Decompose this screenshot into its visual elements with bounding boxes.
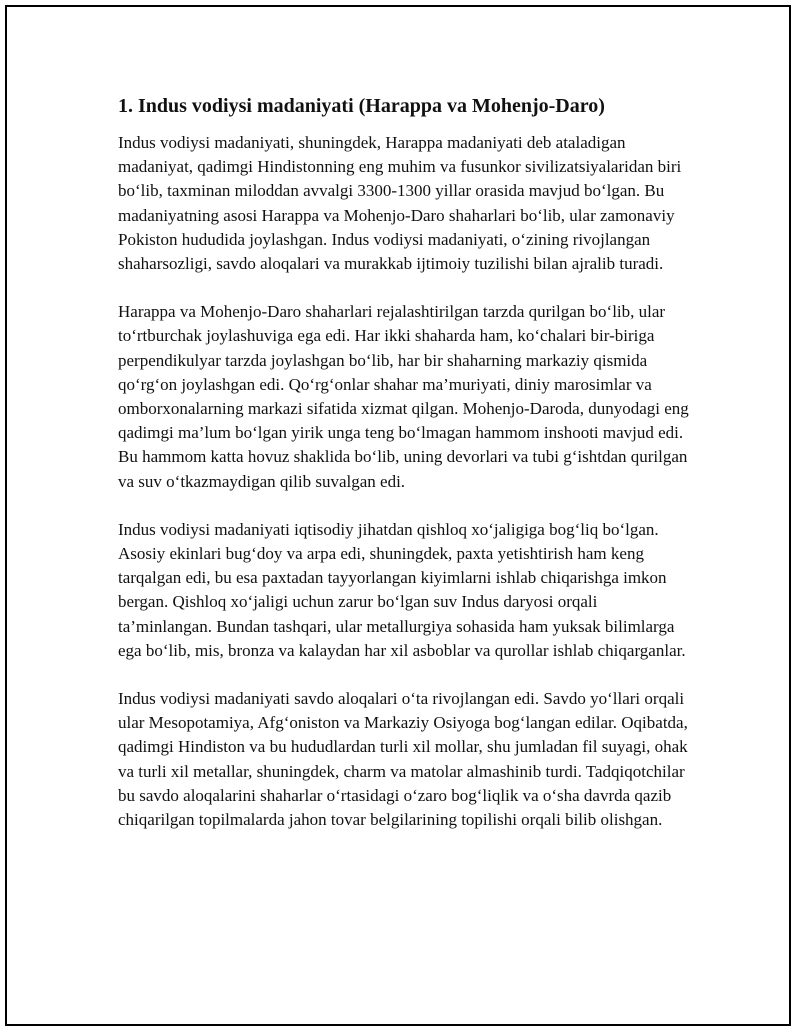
paragraph-intro: Indus vodiysi madaniyati, shuningdek, Harappa madaniyati deb ataladigan madaniyat, qadimgi Hindistonning eng muhim va fusunkor sivilizatsiyalaridan biri bo‘lib, taxminan miloddan avvalgi 3300-1300 yillar orasida mavjud bo‘lgan. Bu madaniyatning asosi Harappa va Mohenjo-Daro shaharlari bo‘lib, ular zamonaviy Pokiston hududida joylashgan. Indus vodiysi madaniyati, o‘zining rivojlangan shaharsozligi, savdo aloqalari va murakkab ijtimoiy tuzilishi bilan ajralib turadi.: [118, 133, 682, 274]
section-heading: 1. Indus vodiysi madaniyati (Harappa va Mohenjo-Daro): [118, 95, 605, 117]
paragraph-trade: Indus vodiysi madaniyati savdo aloqalari o‘ta rivojlangan edi. Savdo yo‘llari orqali ular Mesopotamiya, Afg‘oniston va Markaziy Osiyoga bog‘langan edilar. Oqibatda, qadimgi Hindiston va bu hududlardan turli xil mollar, shu jumladan fil suyagi, ohak va turli xil metallar, shuningdek, charm va matolar almashinib turdi. Tadqiqotchilar bu savdo aloqalarini shaharlar o‘rtasidagi o‘zaro bog‘liqlik va o‘sha davrda qazib chiqarilgan topilmalarda jahon tovar belgilarining topilishi orqali bilib olishgan.: [118, 689, 688, 830]
document-body: [118, 94, 693, 856]
paragraph-economy: Indus vodiysi madaniyati iqtisodiy jihatdan qishloq xo‘jaligiga bog‘liq bo‘lgan. Asosiy ekinlari bug‘doy va arpa edi, shuningdek, paxta yetishtirish ham keng tarqalgan edi, bu esa paxtadan tayyorlangan kiyimlarni ishlab chiqarishga imkon bergan. Qishloq xo‘jaligi uchun zarur bo‘lgan suv Indus daryosi orqali ta’minlangan. Bundan tashqari, ular metallurgiya sohasida ham yuksak bilimlarga ega bo‘lib, mis, bronza va kalaydan har xil asboblar va qurollar ishlab chiqarganlar.: [118, 519, 686, 660]
paragraph-cities: Harappa va Mohenjo-Daro shaharlari rejalashtirilgan tarzda qurilgan bo‘lib, ular to‘rtburchak joylashuviga ega edi. Har ikki shaharda ham, ko‘chalari bir-biriga perpendikulyar tarzda joylashgan bo‘lib, har bir shaharning markaziy qismida qo‘rg‘on joylashgan edi. Qo‘rg‘onlar shahar ma’muriyati, diniy marosimlar va omborxonalarning markazi sifatida xizmat qilgan. Mohenjo-Daroda, dunyodagi eng qadimgi ma’lum bo‘lgan yirik unga teng bo‘lmagan hammom inshooti mavjud edi. Bu hammom katta hovuz shaklida bo‘lib, uning devorlari va tubi g‘ishtdan qurilgan va suv o‘tkazmaydigan qilib suvalgan edi.: [118, 302, 689, 491]
